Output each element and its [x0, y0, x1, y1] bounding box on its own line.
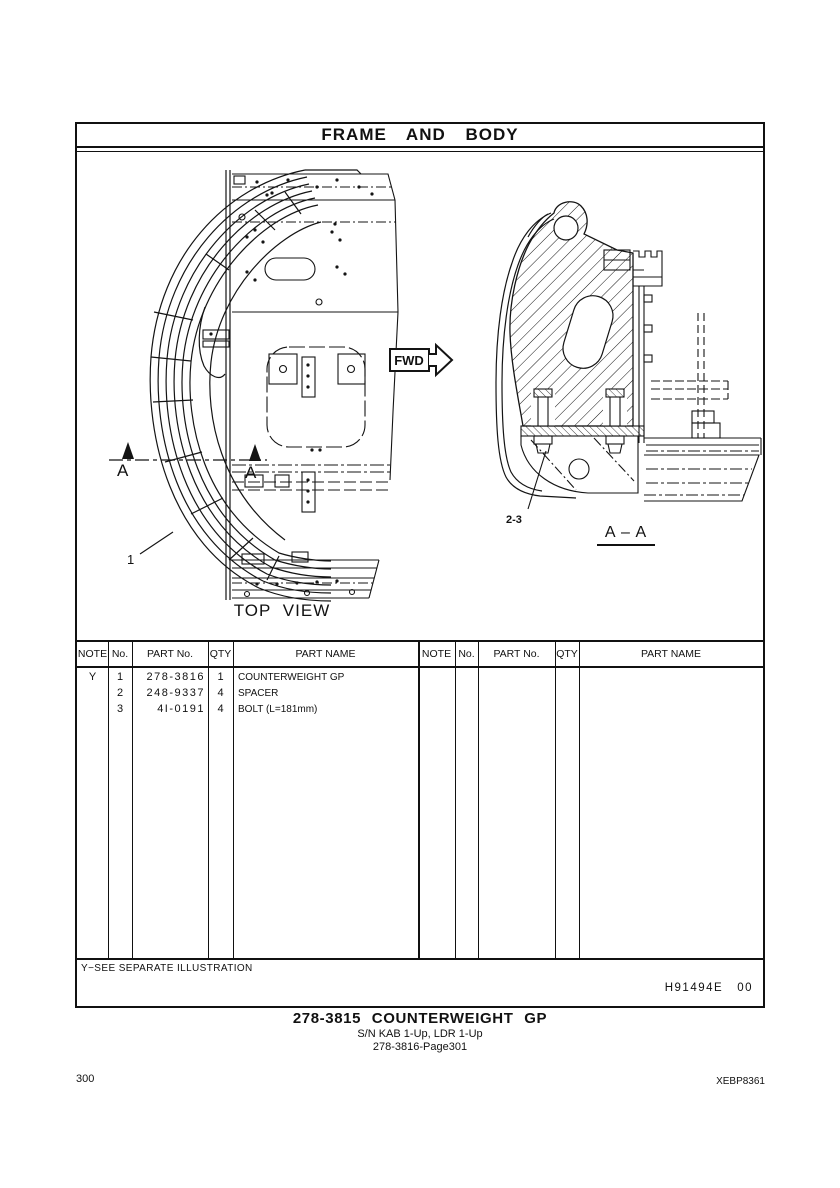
- cell-no: 2: [116, 687, 124, 699]
- table-half-divider: [418, 640, 420, 958]
- cell-part-no: 4I-0191: [157, 703, 205, 715]
- col-header-part-name: PART NAME: [295, 648, 356, 660]
- section-arrow-icon: [122, 442, 134, 459]
- cell-no: 1: [116, 671, 124, 683]
- table-column-divider: [579, 640, 580, 958]
- table-bottom-rule: [77, 958, 763, 960]
- section-marker-a-left: A: [117, 461, 129, 480]
- see-separate-illustration-note: Y−SEE SEPARATE ILLUSTRATION: [81, 963, 253, 974]
- col-header-part-no: PART No.: [493, 648, 540, 660]
- counterweight-arcs: [150, 170, 361, 601]
- fwd-arrow-icon: [388, 340, 456, 380]
- cell-qty: 1: [217, 671, 224, 683]
- cell-part-name: BOLT (L=181mm): [238, 704, 318, 715]
- section-aa-label: A – A: [597, 524, 655, 546]
- col-header-qty: QTY: [556, 648, 578, 660]
- page-title: FRAME AND BODY: [77, 124, 763, 148]
- cell-note: Y: [88, 671, 97, 683]
- revision-number: 00: [737, 982, 753, 994]
- cell-qty: 4: [217, 687, 224, 699]
- col-header-note: NOTE: [421, 648, 452, 660]
- frame-plate: [203, 174, 398, 598]
- page-frame: [75, 122, 765, 1008]
- col-header-no: No.: [111, 648, 129, 660]
- table-column-divider: [455, 640, 456, 958]
- col-header-note: NOTE: [77, 648, 108, 660]
- cell-part-no: 278-3816: [146, 671, 205, 683]
- cell-part-name: SPACER: [238, 688, 279, 699]
- page-number: 300: [76, 1073, 95, 1085]
- cell-no: 3: [116, 703, 124, 715]
- cell-note: [77, 686, 108, 701]
- cell-note: [77, 702, 108, 717]
- callout-2-3-leader: [528, 451, 546, 509]
- cell-qty: 4: [217, 703, 224, 715]
- callout-1: 1: [127, 552, 135, 567]
- callout-2-3: 2-3: [506, 514, 522, 526]
- col-header-no: No.: [458, 648, 475, 660]
- revision-code: H91494E: [664, 982, 724, 994]
- col-header-part-name: PART NAME: [640, 648, 702, 660]
- cell-part-no: 248-9337: [146, 687, 205, 699]
- col-header-qty: QTY: [209, 648, 232, 660]
- top-view-drawing: [107, 162, 427, 617]
- section-view-drawing: [476, 193, 763, 528]
- top-view-label: TOP VIEW: [233, 601, 331, 620]
- cell-part-name: COUNTERWEIGHT GP: [238, 672, 345, 683]
- part-group-title: 278-3815 COUNTERWEIGHT GP: [292, 1010, 548, 1027]
- bolt-hole-dots: [209, 178, 373, 585]
- table-column-divider: [555, 640, 556, 958]
- table-column-divider: [478, 640, 479, 958]
- title-rule: [77, 151, 763, 152]
- page-reference: 278-3816-Page301: [372, 1041, 468, 1053]
- section-arrow-icon: [249, 444, 261, 461]
- table-header-rule: [77, 666, 763, 668]
- col-header-part-no: PART No.: [146, 648, 194, 660]
- revision-stamp: [665, 982, 753, 994]
- fwd-label: FWD: [394, 353, 424, 368]
- table-top-rule: [77, 640, 763, 642]
- document-code: XEBP8361: [716, 1076, 765, 1087]
- section-marker-a-right: A: [245, 463, 257, 482]
- serial-number-line: S/N KAB 1-Up, LDR 1-Up: [357, 1028, 483, 1040]
